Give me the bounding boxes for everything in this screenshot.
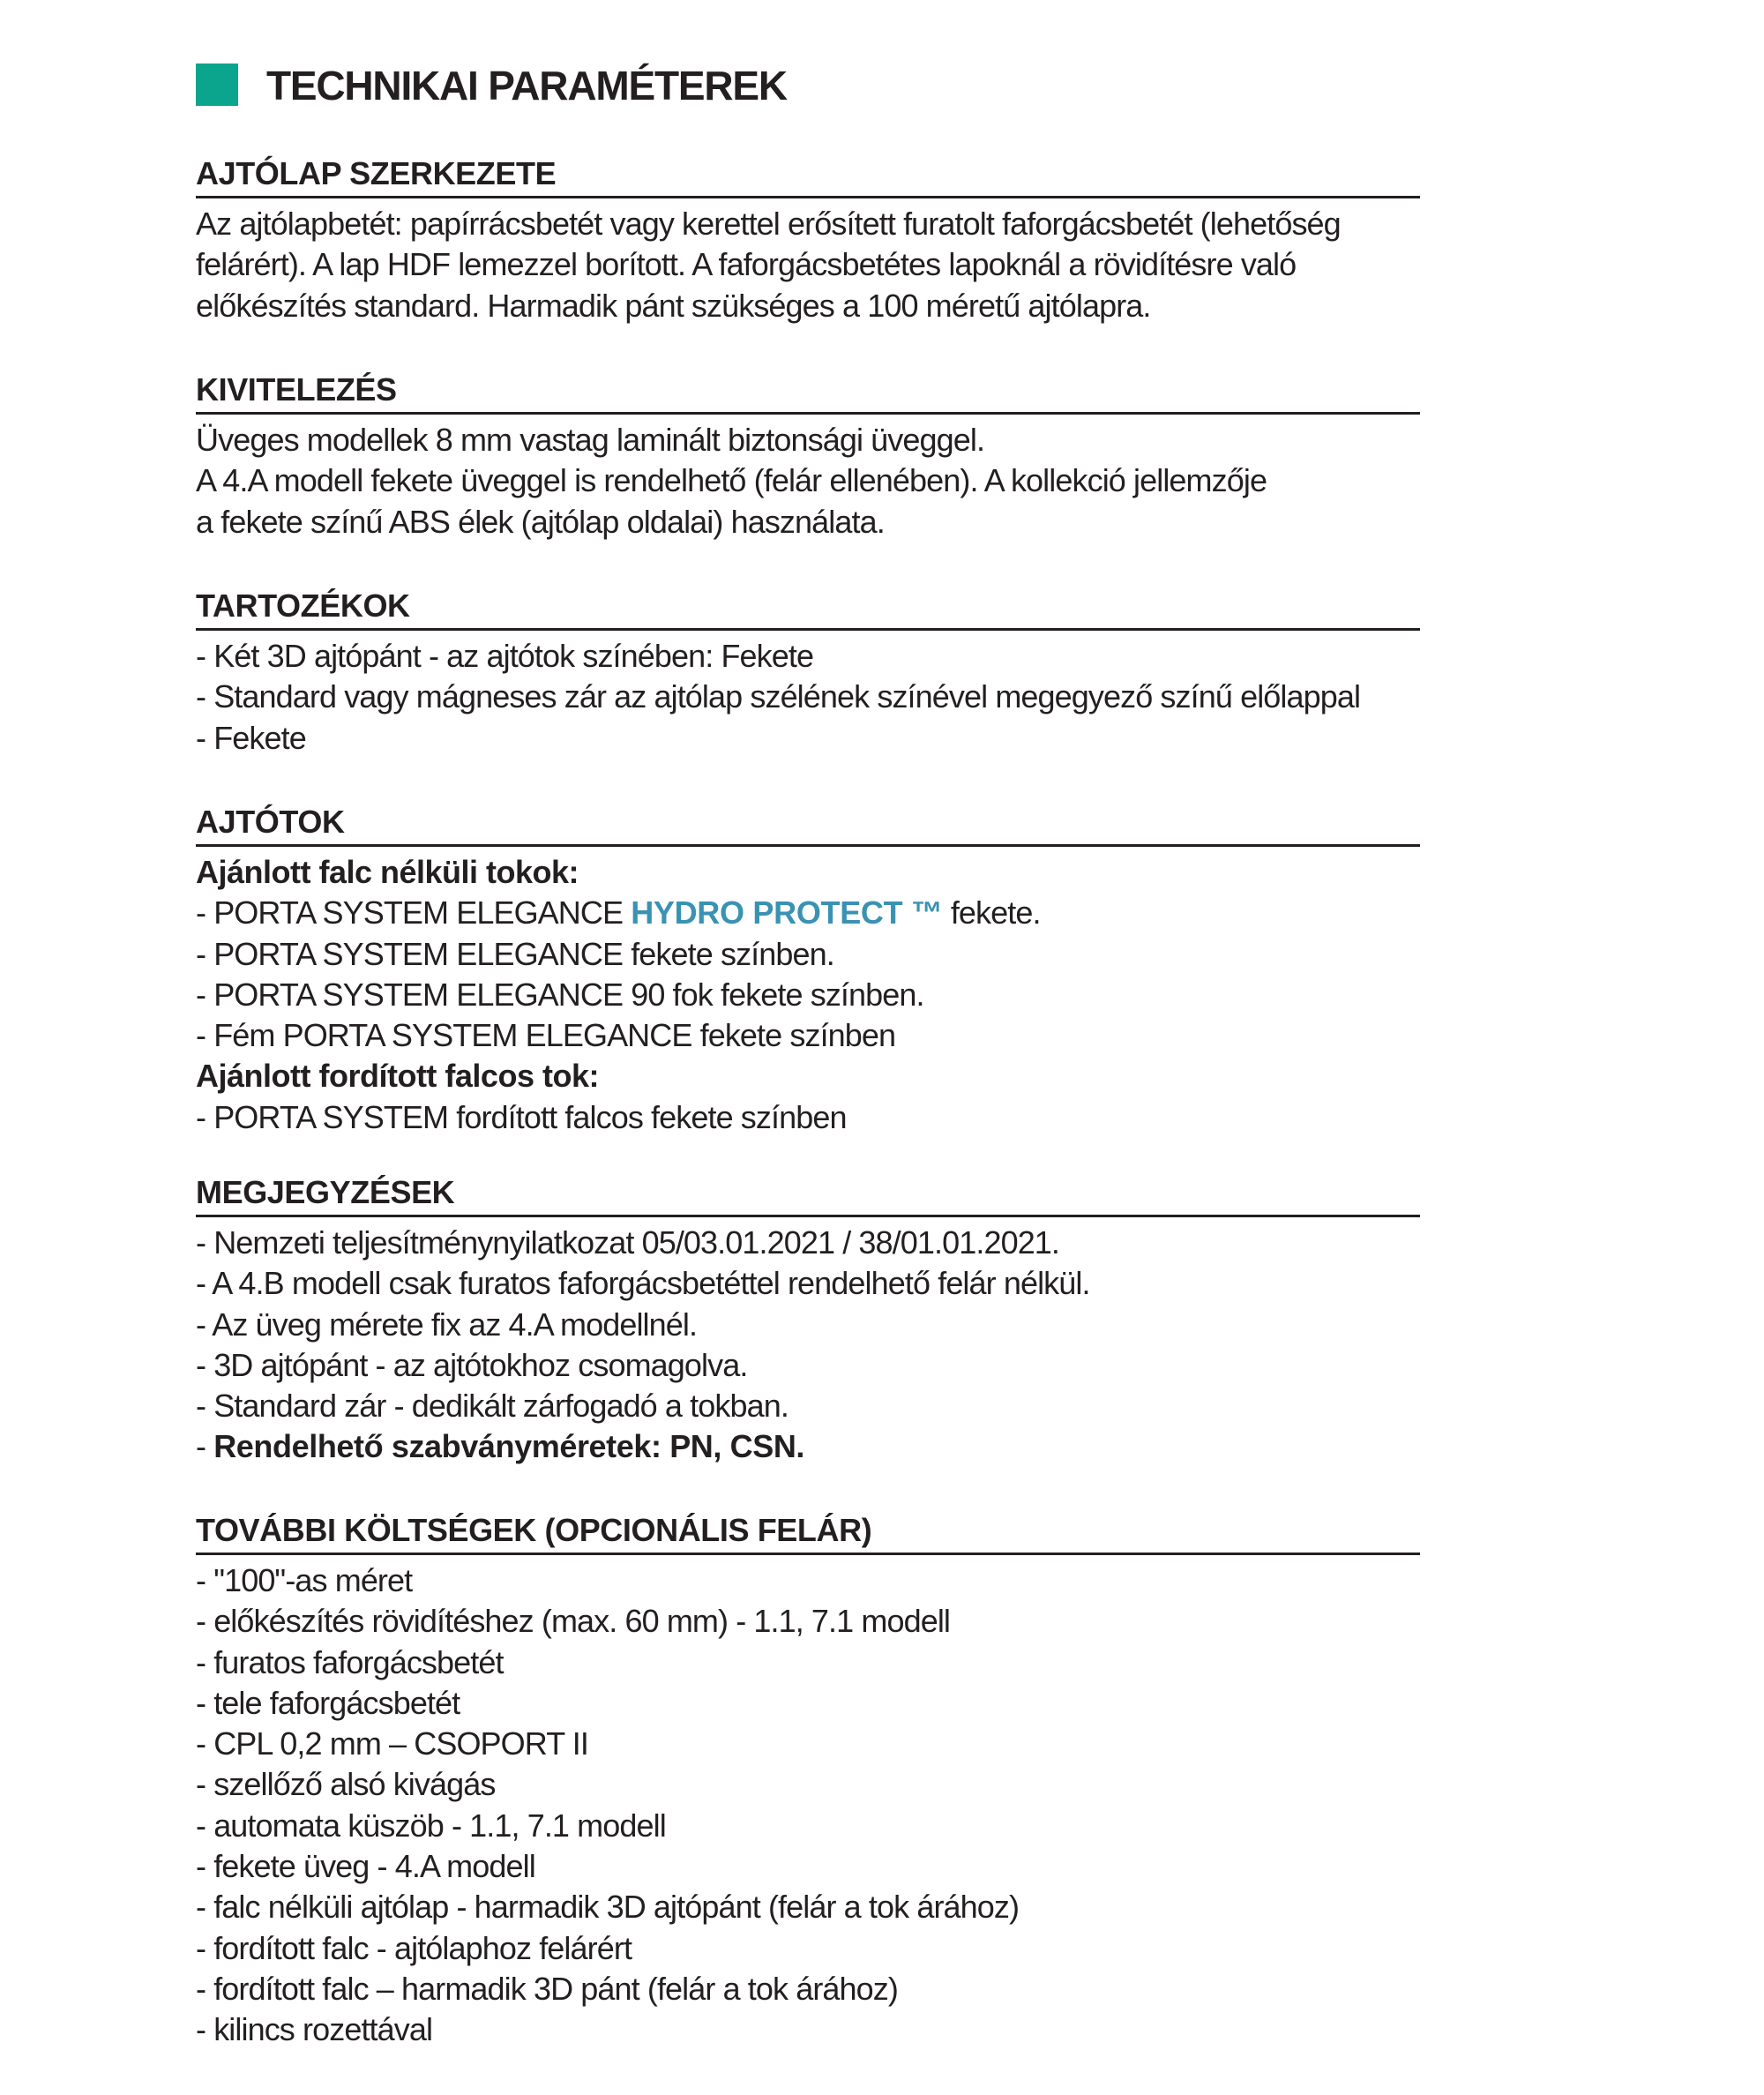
list-item: - "100"-as méret: [196, 1562, 413, 1598]
text-line: Üveges modellek 8 mm vastag laminált biztonsági üveggel.: [196, 422, 985, 458]
list-item: - tele faforgácsbetét: [196, 1684, 460, 1721]
section-heading: KIVITELEZÉS: [196, 371, 1420, 415]
section-door-frames: [196, 804, 1420, 1138]
text-line: A 4.A modell fekete üveggel is rendelhető (felár ellenében). A kollekció jellemzője: [196, 462, 1267, 499]
section-additional-costs: [196, 1512, 1420, 2051]
list-item: - Nemzeti teljesítménynyilatkozat 05/03.01.2021 / 38/01.01.2021.: [196, 1224, 1060, 1261]
text-line: felárért). A lap HDF lemezzel borított. A faforgácsbetétes lapoknál a rövidítésre való: [196, 246, 1297, 283]
list-item: - furatos faforgácsbetét: [196, 1643, 504, 1680]
list-item: - falc nélküli ajtólap - harmadik 3D ajtópánt (felár a tok árához): [196, 1889, 1020, 1926]
section-door-leaf-structure: [196, 155, 1420, 326]
section-body: [196, 420, 1420, 542]
list-item: - Standard zár - dedikált zárfogadó a tokban.: [196, 1388, 789, 1425]
list-item: - Két 3D ajtópánt - az ajtótok színében: Fekete: [196, 638, 814, 674]
list-item: - fekete üveg - 4.A modell: [196, 1848, 535, 1885]
list-item: - PORTA SYSTEM ELEGANCE fekete színben.: [196, 935, 834, 972]
section-heading: TOVÁBBI KÖLTSÉGEK (OPCIONÁLIS FELÁR): [196, 1512, 1420, 1555]
section-heading: MEGJEGYZÉSEK: [196, 1174, 1420, 1217]
text-line: a fekete színű ABS élek (ajtólap oldalai) használata.: [196, 503, 885, 540]
section-accessories: [196, 587, 1420, 759]
list-item: - kilincs rozettával: [196, 2011, 433, 2048]
subheading-reversed-rebate-frame: Ajánlott fordított falcos tok:: [196, 1058, 599, 1095]
section-heading: AJTÓTOK: [196, 804, 1420, 847]
list-item: [196, 893, 1420, 933]
header-accent-square: [196, 64, 238, 106]
section-body: [196, 852, 1420, 1138]
text-line: előkészítés standard. Harmadik pánt szükséges a 100 méretű ajtólapra.: [196, 287, 1151, 324]
section-execution: [196, 371, 1420, 542]
list-item: - előkészítés rövidítéshez (max. 60 mm) - 1.1, 7.1 modell: [196, 1603, 951, 1640]
list-item-text: fekete.: [942, 894, 1041, 932]
section-heading: TARTOZÉKOK: [196, 587, 1420, 631]
standard-sizes-note: Rendelhető szabványméretek: PN, CSN.: [213, 1428, 805, 1465]
page-title: TECHNIKAI PARAMÉTEREK: [266, 63, 787, 108]
list-item: - Fém PORTA SYSTEM ELEGANCE fekete színben: [196, 1017, 896, 1054]
list-item: - fordított falc – harmadik 3D pánt (felár a tok árához): [196, 1970, 898, 2007]
section-notes: [196, 1174, 1420, 1468]
section-body: [196, 1560, 1420, 2051]
text-line: Az ajtólapbetét: papírrácsbetét vagy kerettel erősített furatolt faforgácsbetét (lehetőség: [196, 206, 1341, 242]
list-item: - Standard vagy mágneses zár az ajtólap szélének színével megegyező színű előlappal: [196, 678, 1361, 715]
list-item: [196, 1426, 1420, 1467]
list-item: - PORTA SYSTEM ELEGANCE 90 fok fekete színben.: [196, 976, 924, 1013]
list-item: - Fekete: [196, 719, 306, 756]
list-item: - PORTA SYSTEM fordított falcos fekete színben: [196, 1098, 847, 1135]
section-body: [196, 636, 1420, 759]
list-item: - automata küszöb - 1.1, 7.1 modell: [196, 1807, 666, 1844]
hydro-protect-highlight: HYDRO PROTECT ™: [631, 894, 943, 932]
list-item: - fordított falc - ajtólaphoz felárért: [196, 1929, 632, 1966]
section-body: [196, 1223, 1420, 1468]
list-item: - Az üveg mérete fix az 4.A modellnél.: [196, 1306, 698, 1343]
subheading-recommended-frames: Ajánlott falc nélküli tokok:: [196, 854, 579, 890]
list-item: - 3D ajtópánt - az ajtótokhoz csomagolva.: [196, 1346, 748, 1383]
list-item-prefix: -: [196, 1428, 214, 1465]
section-heading: AJTÓLAP SZERKEZETE: [196, 155, 1420, 198]
list-item: - A 4.B modell csak furatos faforgácsbetéttel rendelhető felár nélkül.: [196, 1265, 1090, 1302]
list-item: - CPL 0,2 mm – CSOPORT II: [196, 1725, 588, 1762]
section-body: [196, 204, 1420, 326]
list-item-text: - PORTA SYSTEM ELEGANCE: [196, 894, 632, 932]
list-item: - szellőző alsó kivágás: [196, 1766, 496, 1803]
